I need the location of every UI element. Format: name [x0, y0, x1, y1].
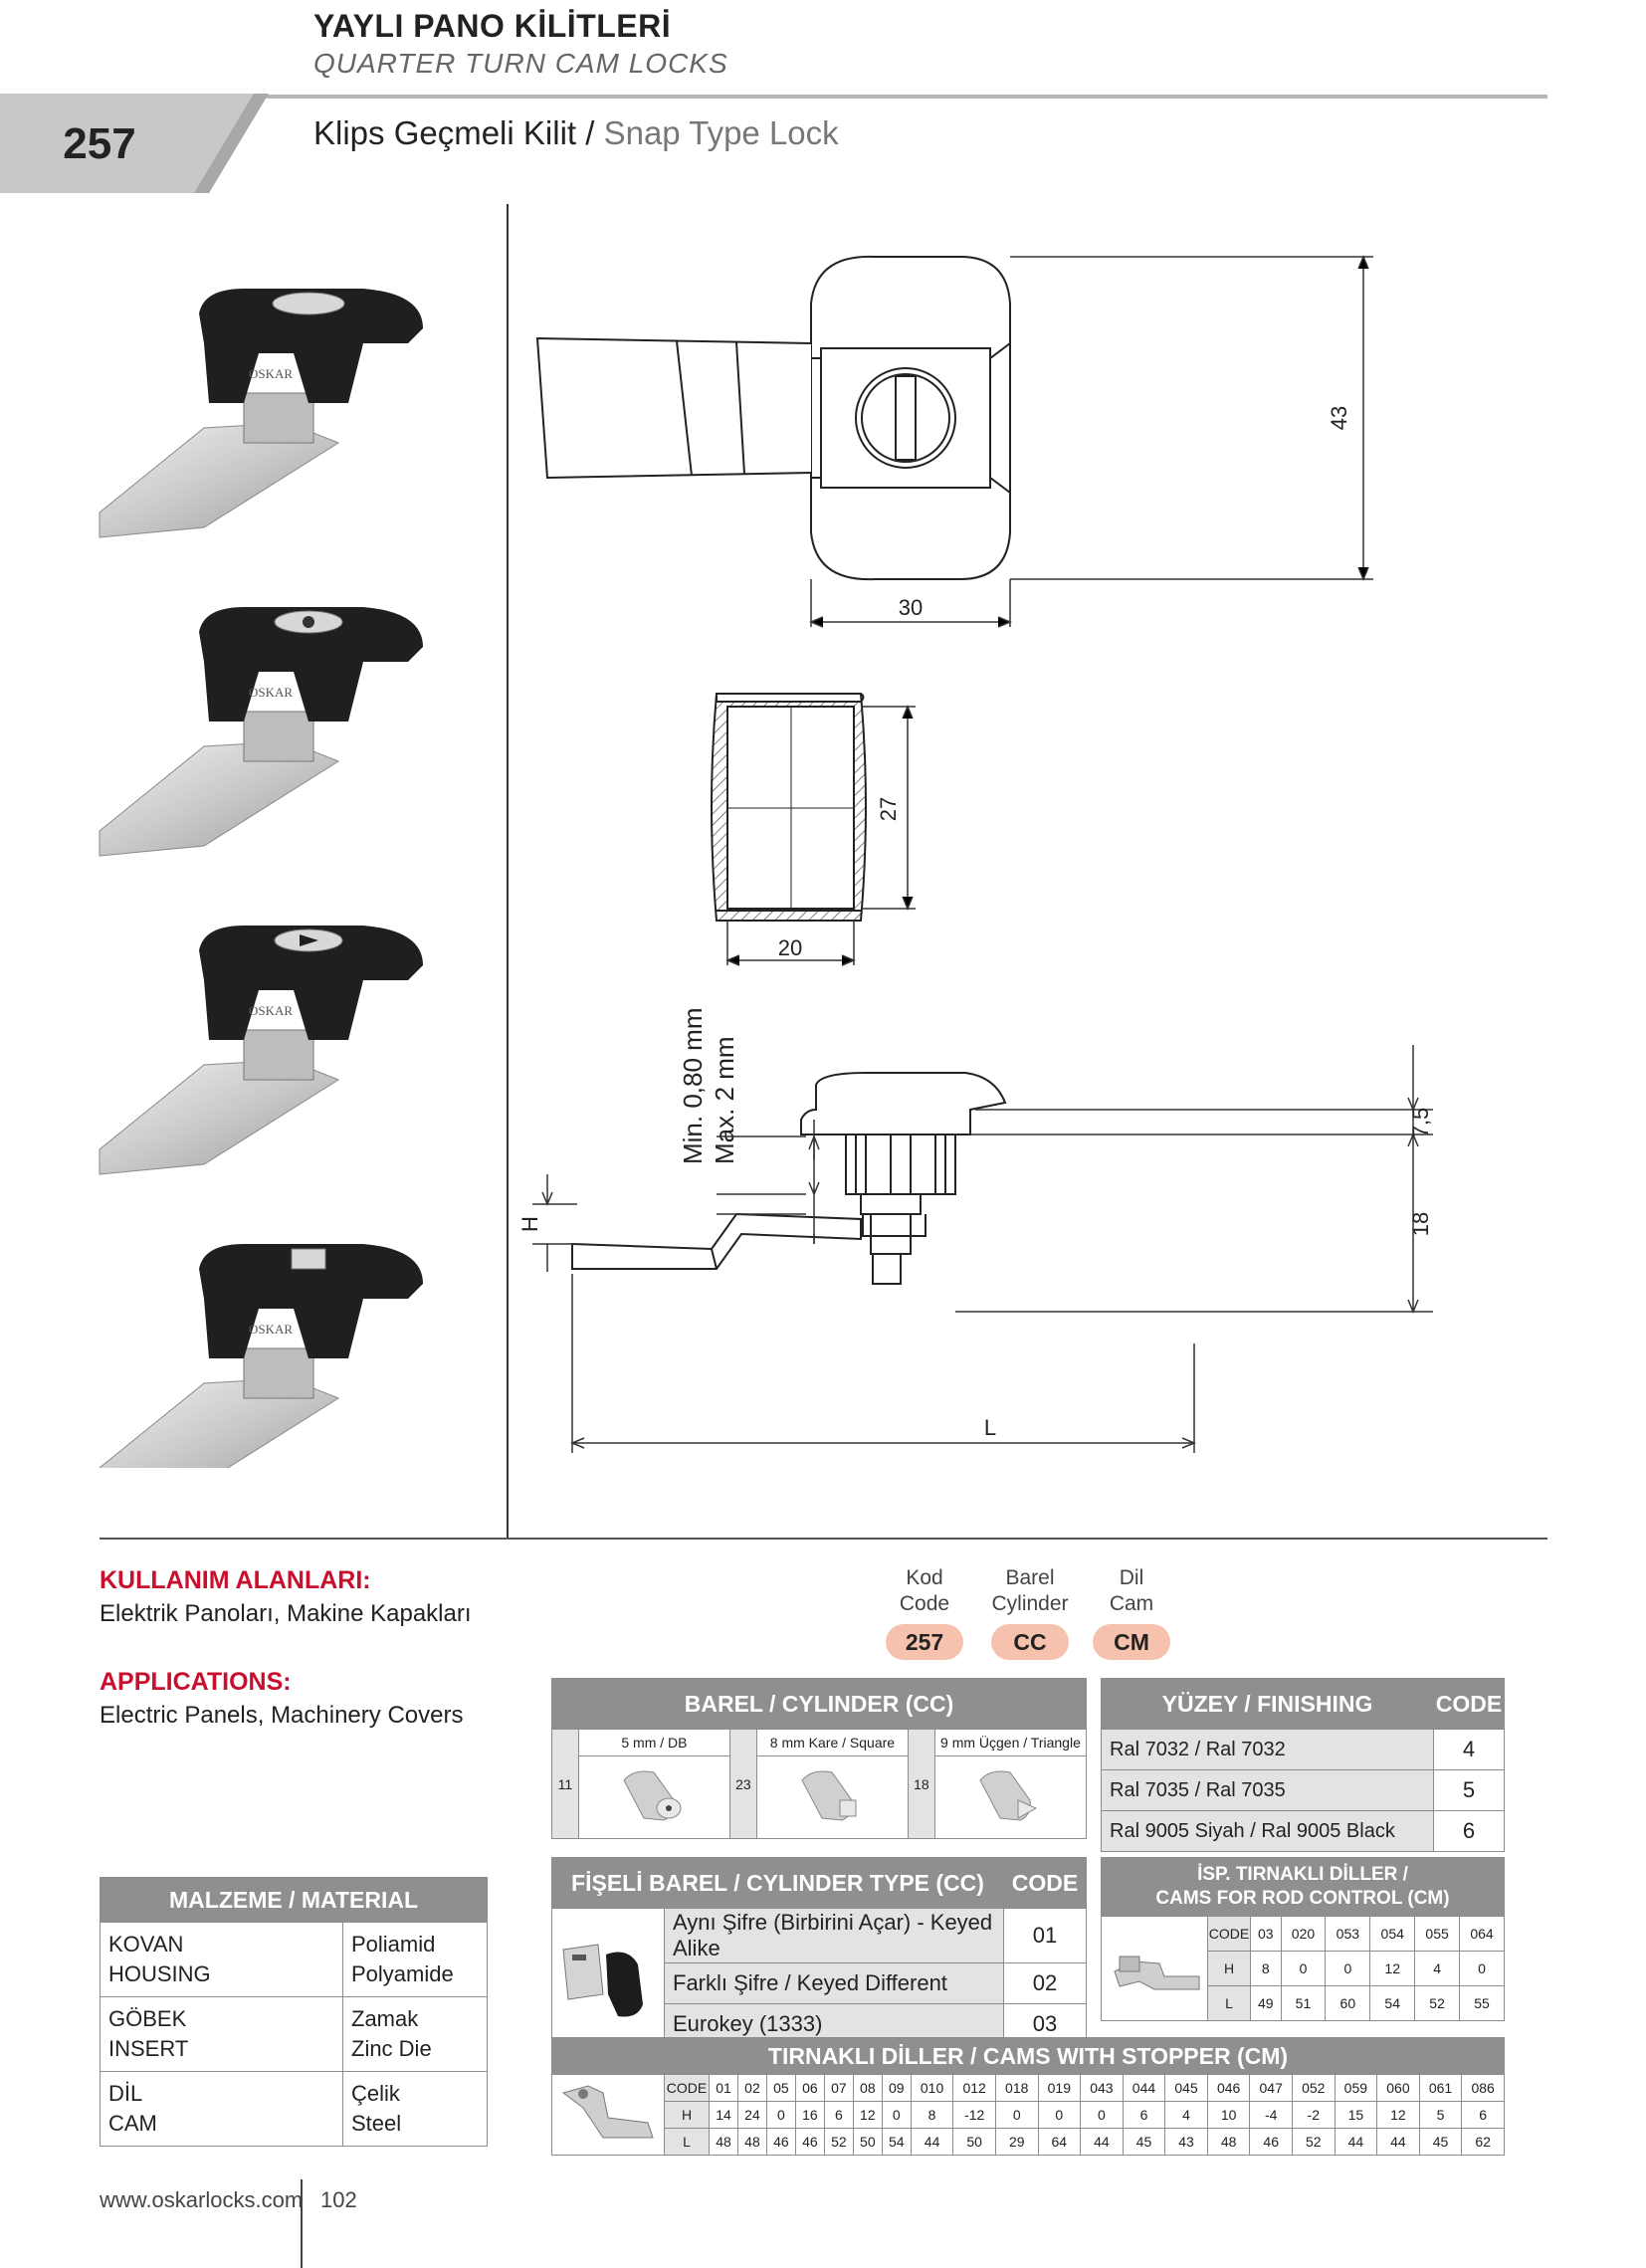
finishing-name: Ral 9005 Siyah / Ral 9005 Black	[1102, 1811, 1434, 1852]
rod-cams-code: 053	[1326, 1917, 1370, 1952]
cylinder-image-square	[756, 1756, 908, 1839]
rod-cams-l: 54	[1370, 1986, 1415, 2021]
brand-mark: OSKAR	[249, 1003, 294, 1018]
cylinder-image-triangle	[934, 1756, 1086, 1839]
section-subtitle: QUARTER TURN CAM LOCKS	[313, 48, 728, 79]
stopper-cams-h: 12	[853, 2102, 882, 2129]
product-name-separator: /	[585, 114, 595, 151]
stopper-cam-image	[552, 2075, 665, 2156]
finishing-code-header: CODE	[1434, 1679, 1505, 1730]
cylinder-type-code: 03	[1004, 2004, 1087, 2045]
cylinder-image-db	[578, 1756, 729, 1839]
brand-mark: OSKAR	[249, 1322, 294, 1337]
order-dil-label-en: Cam	[1109, 1592, 1154, 1615]
rod-cams-l: 51	[1281, 1986, 1326, 2021]
material-value-en: Zinc Die	[351, 2036, 432, 2061]
order-dil-pill: CM	[1093, 1624, 1170, 1660]
cylinder-code: 23	[729, 1730, 756, 1839]
product-code: 257	[63, 119, 136, 168]
finishing-code: 6	[1434, 1811, 1505, 1852]
stopper-cams-l: 50	[853, 2129, 882, 2156]
dim-height-7-5: 7,5	[1408, 1107, 1433, 1138]
rod-cams-title-en: CAMS FOR ROD CONTROL (CM)	[1155, 1888, 1450, 1909]
cylinder-type-code: 02	[1004, 1963, 1087, 2004]
stopper-cams-code: 019	[1038, 2075, 1081, 2102]
material-row	[101, 2072, 488, 2147]
finishing-title: YÜZEY / FINISHING	[1102, 1679, 1434, 1730]
material-value-tr: Poliamid	[351, 1932, 436, 1957]
material-value-en: Polyamide	[351, 1961, 454, 1986]
dim-panel-max: Max. 2 mm	[710, 1036, 739, 1164]
cylinder-type-code-header: CODE	[1004, 1858, 1087, 1909]
material-value-en: Steel	[351, 2111, 402, 2136]
stopper-cams-h: 16	[795, 2102, 824, 2129]
stopper-cams-l: 48	[710, 2129, 738, 2156]
rod-cams-code: 020	[1281, 1917, 1326, 1952]
dim-height-18: 18	[1408, 1211, 1433, 1237]
stopper-cams-l: 44	[1081, 2129, 1124, 2156]
stopper-cams-l: 52	[824, 2129, 853, 2156]
order-kod-label-en: Code	[899, 1592, 950, 1615]
material-row	[101, 1923, 488, 1997]
stopper-cams-code: 01	[710, 2075, 738, 2102]
stopper-cams-code: 086	[1462, 2075, 1505, 2102]
stopper-cams-title: TIRNAKLI DİLLER / CAMS WITH STOPPER (CM)	[552, 2038, 1505, 2075]
stopper-cams-h: -2	[1292, 2102, 1335, 2129]
stopper-cams-code: 06	[795, 2075, 824, 2102]
stopper-cams-l: 44	[1335, 2129, 1377, 2156]
column-divider	[507, 204, 509, 1538]
footer-website[interactable]: www.oskarlocks.com	[100, 2187, 304, 2212]
stopper-cams-code: 02	[737, 2075, 766, 2102]
material-row	[101, 1997, 488, 2072]
photo-lock-triangle	[100, 926, 423, 1174]
content-divider	[100, 1538, 1547, 1540]
cylinder-type-name: Farklı Şifre / Keyed Different	[665, 1963, 1004, 2004]
page-number: 102	[320, 2187, 357, 2212]
cylinder-type-name: Aynı Şifre (Birbirini Açar) - Keyed Alike	[665, 1909, 1004, 1963]
cylinder-label: 5 mm / DB	[578, 1730, 729, 1756]
rod-cams-l: 49	[1251, 1986, 1282, 2021]
material-part-tr: GÖBEK	[108, 2006, 187, 2031]
stopper-cams-l: 52	[1292, 2129, 1335, 2156]
panel-cutout	[712, 682, 866, 921]
product-photos	[95, 274, 443, 1468]
stopper-cams-l: 62	[1462, 2129, 1505, 2156]
material-part-en: CAM	[108, 2111, 157, 2136]
stopper-cams-h: 6	[1462, 2102, 1505, 2129]
rod-cams-l: 52	[1415, 1986, 1460, 2021]
stopper-cams-code: 010	[911, 2075, 953, 2102]
section-title: YAYLI PANO KİLİTLERİ	[313, 8, 672, 44]
stopper-cams-h: 12	[1377, 2102, 1420, 2129]
dim-cutout-20: 20	[777, 935, 803, 960]
cylinder-type-title: FİŞELİ BAREL / CYLINDER TYPE (CC)	[552, 1858, 1004, 1909]
stopper-cams-code: 059	[1335, 2075, 1377, 2102]
finishing-code: 4	[1434, 1730, 1505, 1770]
dim-cutout-27: 27	[876, 796, 901, 822]
rod-cams-h: 8	[1251, 1952, 1282, 1986]
order-kod-label-tr: Kod	[906, 1566, 943, 1589]
stopper-cams-h: 6	[824, 2102, 853, 2129]
product-name-en: Snap Type Lock	[603, 114, 839, 151]
rod-cams-code: 054	[1370, 1917, 1415, 1952]
applications-text-en: Electric Panels, Machinery Covers	[100, 1702, 464, 1729]
stopper-cams-h: 15	[1335, 2102, 1377, 2129]
product-name	[313, 114, 839, 152]
stopper-cams-h: 0	[882, 2102, 911, 2129]
stopper-cams-h: 10	[1207, 2102, 1250, 2129]
top-view	[537, 257, 1010, 579]
rod-cams-code: 03	[1251, 1917, 1282, 1952]
stopper-cams-l: 50	[953, 2129, 996, 2156]
stopper-cams-h: 0	[1081, 2102, 1124, 2129]
cylinder-table	[551, 1678, 1087, 1839]
order-barel-label-en: Cylinder	[991, 1592, 1069, 1615]
rod-cams-l: 60	[1326, 1986, 1370, 2021]
photo-lock-triangle-key	[100, 607, 423, 856]
dim-panel-min: Min. 0,80 mm	[678, 1007, 708, 1164]
finishing-row	[1102, 1730, 1505, 1770]
stopper-cams-code: 061	[1419, 2075, 1462, 2102]
rod-cams-h: 0	[1281, 1952, 1326, 1986]
dim-width-30: 30	[898, 595, 924, 620]
dim-height-43: 43	[1327, 405, 1351, 431]
rod-cams-label: L	[1208, 1986, 1251, 2021]
rod-cams-h: 4	[1415, 1952, 1460, 1986]
brand-mark: OSKAR	[249, 366, 294, 381]
stopper-cams-h: 8	[911, 2102, 953, 2129]
dim-H: H	[517, 1216, 542, 1232]
dim-L: L	[983, 1415, 997, 1440]
stopper-cams-code: 09	[882, 2075, 911, 2102]
order-barel-pill: CC	[991, 1624, 1069, 1660]
cylinder-code: 11	[552, 1730, 579, 1839]
photo-lock-square	[100, 1244, 423, 1468]
photo-lock-db	[100, 289, 423, 537]
stopper-cams-h: 4	[1165, 2102, 1208, 2129]
stopper-cams-l: 48	[1207, 2129, 1250, 2156]
finishing-name: Ral 7035 / Ral 7035	[1102, 1770, 1434, 1811]
rod-cams-code: 055	[1415, 1917, 1460, 1952]
stopper-cams-l: 43	[1165, 2129, 1208, 2156]
stopper-cams-code: 08	[853, 2075, 882, 2102]
applications-title-en: APPLICATIONS:	[100, 1668, 292, 1696]
keyed-cylinder-image	[552, 1909, 665, 2045]
stopper-cams-l: 48	[737, 2129, 766, 2156]
rod-cams-h: 0	[1326, 1952, 1370, 1986]
stopper-cams-h: -12	[953, 2102, 996, 2129]
stopper-cams-label: L	[665, 2129, 710, 2156]
stopper-cams-code: 05	[766, 2075, 795, 2102]
stopper-cams-code: 043	[1081, 2075, 1124, 2102]
stopper-cams-h: -4	[1250, 2102, 1293, 2129]
stopper-cams-h: 5	[1419, 2102, 1462, 2129]
rod-cams-l: 55	[1460, 1986, 1505, 2021]
stopper-cams-code: 012	[953, 2075, 996, 2102]
cylinder-label: 9 mm Üçgen / Triangle	[934, 1730, 1086, 1756]
stopper-cams-l: 44	[1377, 2129, 1420, 2156]
rod-cams-label: CODE	[1208, 1917, 1251, 1952]
stopper-cams-code: 018	[995, 2075, 1038, 2102]
stopper-cams-h: 14	[710, 2102, 738, 2129]
stopper-cams-l: 45	[1123, 2129, 1165, 2156]
stopper-cams-l: 44	[911, 2129, 953, 2156]
cylinder-type-name: Eurokey (1333)	[665, 2004, 1004, 2045]
finishing-row	[1102, 1770, 1505, 1811]
order-kod-label	[865, 1565, 984, 1617]
stopper-cams-table	[551, 2037, 1505, 2156]
finishing-table	[1101, 1678, 1505, 1852]
cylinder-label: 8 mm Kare / Square	[756, 1730, 908, 1756]
order-kod-pill: 257	[886, 1624, 963, 1660]
material-title: MALZEME / MATERIAL	[101, 1878, 488, 1923]
order-barel-label-tr: Barel	[1005, 1566, 1055, 1589]
stopper-cams-l: 46	[795, 2129, 824, 2156]
stopper-cams-code: 07	[824, 2075, 853, 2102]
material-value-tr: Zamak	[351, 2006, 419, 2031]
stopper-cams-code: 060	[1377, 2075, 1420, 2102]
order-dil-label-tr: Dil	[1119, 1566, 1144, 1589]
rod-cams-h: 0	[1460, 1952, 1505, 1986]
stopper-cams-code: 045	[1165, 2075, 1208, 2102]
stopper-cams-l: 46	[766, 2129, 795, 2156]
material-part-en: HOUSING	[108, 1961, 211, 1986]
stopper-cams-l: 54	[882, 2129, 911, 2156]
order-dil-label	[1072, 1565, 1191, 1617]
stopper-cams-h: 0	[766, 2102, 795, 2129]
cylinder-type-table	[551, 1857, 1087, 2045]
stopper-cams-h: 24	[737, 2102, 766, 2129]
stopper-cams-code: 047	[1250, 2075, 1293, 2102]
stopper-cams-l: 45	[1419, 2129, 1462, 2156]
stopper-cams-code: 046	[1207, 2075, 1250, 2102]
stopper-cams-label: H	[665, 2102, 710, 2129]
rod-cams-h: 12	[1370, 1952, 1415, 1986]
rod-cams-table	[1101, 1857, 1505, 2021]
stopper-cams-h: 0	[995, 2102, 1038, 2129]
stopper-cams-h: 0	[1038, 2102, 1081, 2129]
cylinder-type-row	[552, 1909, 1087, 1963]
material-part-tr: DİL	[108, 2081, 143, 2106]
rod-cams-code: 064	[1460, 1917, 1505, 1952]
material-part-tr: KOVAN	[108, 1932, 184, 1957]
brand-mark: OSKAR	[249, 685, 294, 700]
material-part-en: INSERT	[108, 2036, 189, 2061]
rod-cam-image	[1102, 1917, 1208, 2021]
finishing-code: 5	[1434, 1770, 1505, 1811]
side-view	[572, 1073, 1005, 1284]
finishing-name: Ral 7032 / Ral 7032	[1102, 1730, 1434, 1770]
applications-text-tr: Elektrik Panoları, Makine Kapakları	[100, 1600, 472, 1627]
stopper-cams-code: 052	[1292, 2075, 1335, 2102]
rod-cams-title-tr: İSP. TIRNAKLI DİLLER /	[1197, 1864, 1408, 1885]
stopper-cams-h: 6	[1123, 2102, 1165, 2129]
stopper-cams-l: 64	[1038, 2129, 1081, 2156]
stopper-cams-l: 46	[1250, 2129, 1293, 2156]
cylinder-code: 18	[908, 1730, 934, 1839]
applications-title-tr: KULLANIM ALANLARI:	[100, 1566, 371, 1594]
material-table	[100, 1877, 488, 2147]
cylinder-title: BAREL / CYLINDER (CC)	[552, 1679, 1087, 1730]
product-name-tr: Klips Geçmeli Kilit	[313, 114, 577, 151]
stopper-cams-code: 044	[1123, 2075, 1165, 2102]
material-value-tr: Çelik	[351, 2081, 400, 2106]
rod-cams-label: H	[1208, 1952, 1251, 1986]
stopper-cams-l: 29	[995, 2129, 1038, 2156]
product-code-badge	[0, 94, 269, 193]
finishing-row	[1102, 1811, 1505, 1852]
cylinder-type-code: 01	[1004, 1909, 1087, 1963]
technical-drawing	[517, 209, 1543, 1533]
stopper-cams-label: CODE	[665, 2075, 710, 2102]
